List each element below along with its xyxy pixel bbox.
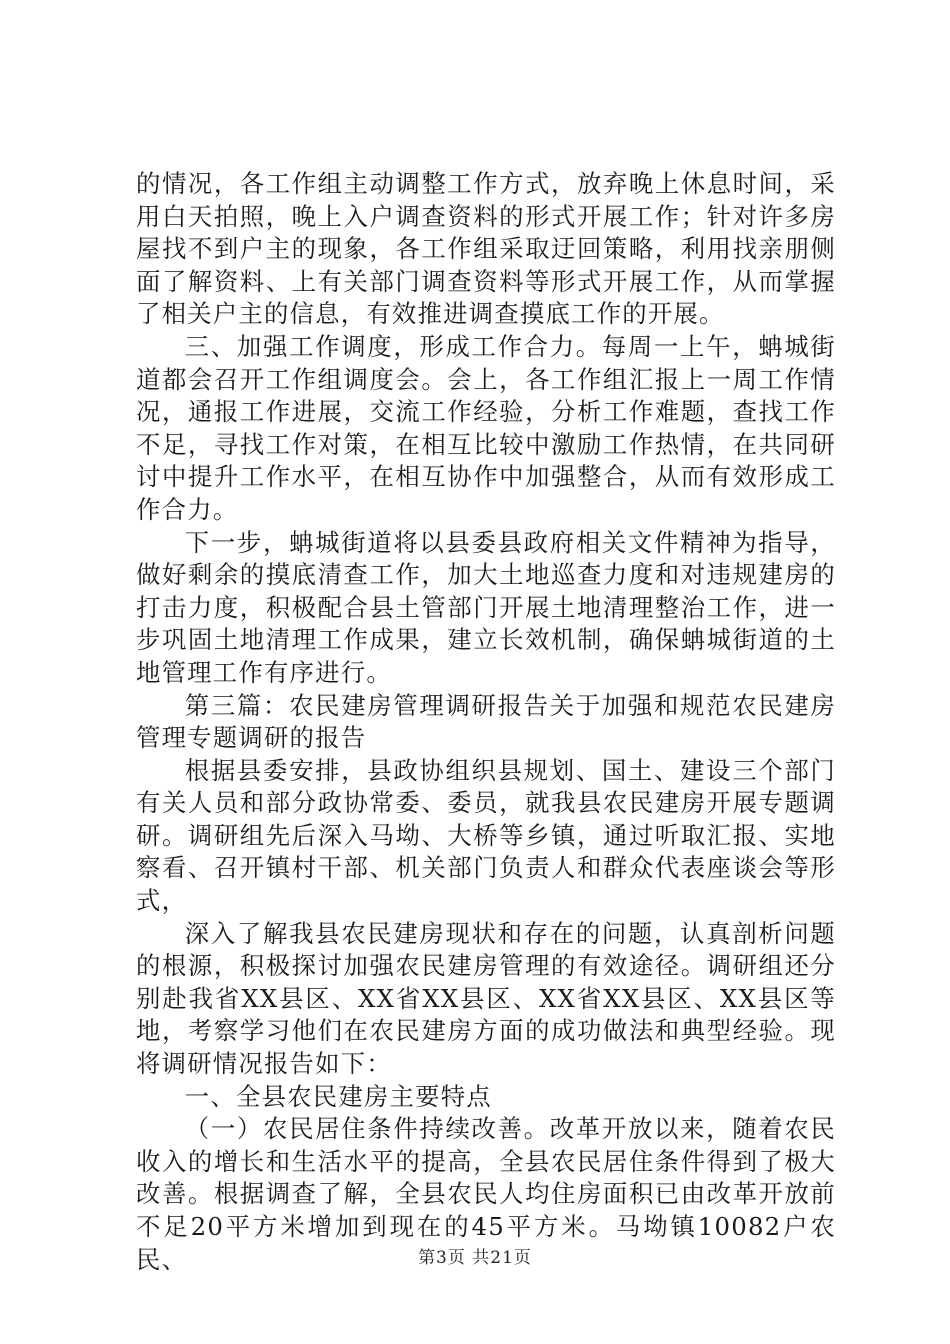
paragraph-6: （一）农民居住条件持续改善。改革开放以来，随着农民收入的增长和生活水平的提高，全县农民居住条件得到了极大改善。根据调查了解，全县农民人均住房面积已由改革开放前不足20平方米增加到现在的45平方米。马坳镇10082户农民、 — [136, 1114, 836, 1274]
paragraph-5: 深入了解我县农民建房现状和存在的问题，认真剖析问题的根源，积极探讨加强农民建房管理的有效途径。调研组还分别赴我省XX县区、XX省XX县区、XX省XX县区、XX县区等地，考察学习他们在农民建房方面的成功做法和典型经验。现将调研情况报告如下： — [136, 918, 836, 1079]
paragraph-1: 的情况，各工作组主动调整工作方式，放弃晚上休息时间，采用白天拍照，晚上入户调查资料的形式开展工作；针对许多房屋找不到户主的现象，各工作组采取迂回策略，利用找亲朋侧面了解资料、上有关部门调查资料等形式开展工作，从而掌握了相关户主的信息，有效推进调查摸底工作的开展。 — [136, 169, 836, 329]
page-number-footer: 第3页 共21页 — [418, 1248, 532, 1268]
document-body — [136, 168, 836, 1276]
paragraph-3: 下一步，蚺城街道将以县委县政府相关文件精神为指导，做好剩余的摸底清查工作，加大土地巡查力度和对违规建房的打击力度，积极配合县土管部门开展土地清理整治工作，进一步巩固土地清理工作成果，建立长效机制，确保蚺城街道的土地管理工作有序进行。 — [136, 527, 836, 687]
subheading-1: 一、全县农民建房主要特点 — [184, 1081, 492, 1111]
section-heading-part-3: 第三篇：农民建房管理调研报告关于加强和规范农民建房管理专题调研的报告 — [136, 690, 836, 753]
paragraph-4: 根据县委安排，县政协组织县规划、国土、建设三个部门有关人员和部分政协常委、委员，就我县农民建房开展专题调研。调研组先后深入马坳、大桥等乡镇，通过听取汇报、实地察看、召开镇村干部、机关部门负责人和群众代表座谈会等形式， — [136, 755, 836, 916]
paragraph-2: 三、加强工作调度，形成工作合力。每周一上午，蚺城街道都会召开工作组调度会。会上，各工作组汇报上一周工作情况，通报工作进展，交流工作经验，分析工作难题，查找工作不足，寻找工作对策，在相互比较中激励工作热情，在共同研讨中提升工作水平，在相互协作中加强整合，从而有效形成工作合力。 — [136, 331, 836, 524]
